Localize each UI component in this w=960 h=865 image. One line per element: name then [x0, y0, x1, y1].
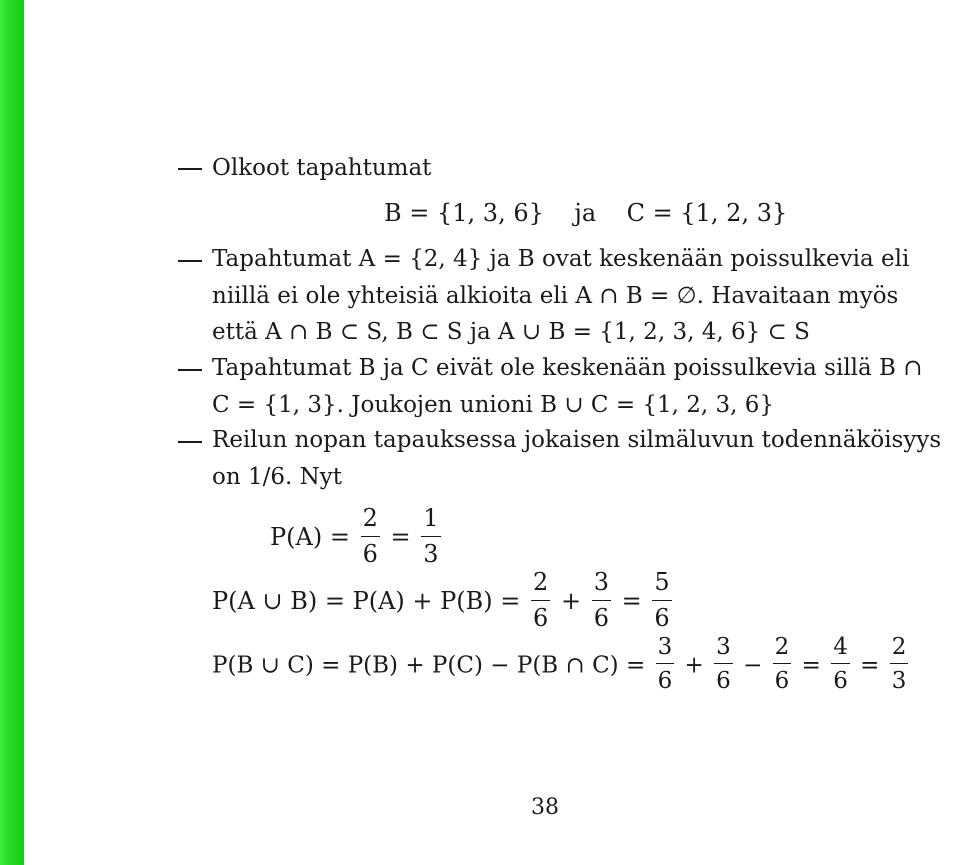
eq3-fraction-3	[773, 634, 792, 695]
eq3-plus: +	[684, 652, 704, 679]
eq3-equals-2: =	[860, 652, 880, 679]
fraction-numerator: 3	[592, 569, 611, 601]
fraction-denominator: 6	[774, 668, 790, 695]
eq3-fraction-2	[714, 634, 733, 695]
fraction-denominator: 3	[423, 539, 439, 568]
fraction-denominator: 6	[657, 668, 673, 695]
eq2-fraction-3	[652, 569, 671, 632]
eq1-lhs: P(A) =	[270, 523, 350, 552]
fraction-numerator: 3	[714, 634, 733, 664]
fraction-denominator: 6	[833, 668, 848, 695]
eq3-lhs: P(B ∪ C) = P(B) + P(C) − P(B ∩ C) =	[212, 652, 646, 679]
bullet-3-line-1: Tapahtumat B ja C eivät ole keskenään poissulkevia sillä B ∩	[212, 355, 923, 381]
bullet-2-line-1: Tapahtumat A = {2, 4} ja B ovat keskenään poissulkevia eli	[212, 246, 910, 272]
equation-p-a	[270, 504, 444, 570]
fraction-numerator: 2	[773, 634, 792, 664]
fraction-denominator: 6	[716, 668, 731, 695]
fraction-denominator: 3	[891, 668, 907, 695]
eq3-fraction-1	[656, 634, 675, 695]
bullet-dash	[178, 168, 202, 170]
eq2-fraction-2	[592, 569, 611, 632]
fraction-numerator: 4	[831, 634, 850, 664]
eq1-fraction-1	[361, 505, 380, 568]
fraction-numerator: 3	[656, 634, 675, 664]
bullet-2-line-3: että A ∩ B ⊂ S, B ⊂ S ja A ∪ B = {1, 2, 3, 4, 6} ⊂ S	[212, 319, 810, 345]
bullet-4-line-1: Reilun nopan tapauksessa jokaisen silmäluvun todennäköisyys	[212, 427, 942, 453]
fraction-numerator: 5	[652, 569, 671, 601]
equation-p-b-union-c	[212, 636, 911, 697]
eq3-equals-1: =	[801, 652, 821, 679]
left-green-margin-bar	[0, 0, 24, 865]
eq2-equals: =	[621, 587, 642, 616]
eq3-minus: −	[743, 652, 763, 679]
display-sets-equation: B = {1, 3, 6} ja C = {1, 2, 3}	[384, 199, 788, 227]
eq2-fraction-1	[531, 569, 550, 632]
bullet-4-line-2: on 1/6. Nyt	[212, 464, 342, 490]
fraction-numerator: 2	[361, 505, 380, 537]
bullet-1-line-1: Olkoot tapahtumat	[212, 155, 432, 181]
page-number: 38	[531, 795, 559, 820]
bullet-dash	[178, 441, 202, 443]
eq2-lhs: P(A ∪ B) = P(A) + P(B) =	[212, 587, 521, 616]
fraction-denominator: 6	[654, 603, 670, 632]
fraction-denominator: 6	[593, 603, 609, 632]
eq2-plus: +	[560, 587, 582, 616]
fraction-numerator: 1	[421, 505, 440, 537]
bullet-2-line-2: niillä ei ole yhteisiä alkioita eli A ∩ B = ∅. Havaitaan myös	[212, 283, 899, 309]
bullet-3-line-2: C = {1, 3}. Joukojen unioni B ∪ C = {1, 2, 3, 6}	[212, 392, 775, 418]
eq3-fraction-5	[890, 634, 909, 695]
fraction-denominator: 6	[362, 539, 378, 568]
equation-p-a-union-b	[212, 568, 675, 634]
eq1-equals: =	[390, 523, 411, 552]
eq1-fraction-2	[421, 505, 440, 568]
fraction-denominator: 6	[533, 603, 549, 632]
eq3-fraction-4	[831, 634, 850, 695]
fraction-numerator: 2	[531, 569, 550, 601]
bullet-dash	[178, 369, 202, 371]
fraction-numerator: 2	[890, 634, 909, 664]
bullet-dash	[178, 260, 202, 262]
